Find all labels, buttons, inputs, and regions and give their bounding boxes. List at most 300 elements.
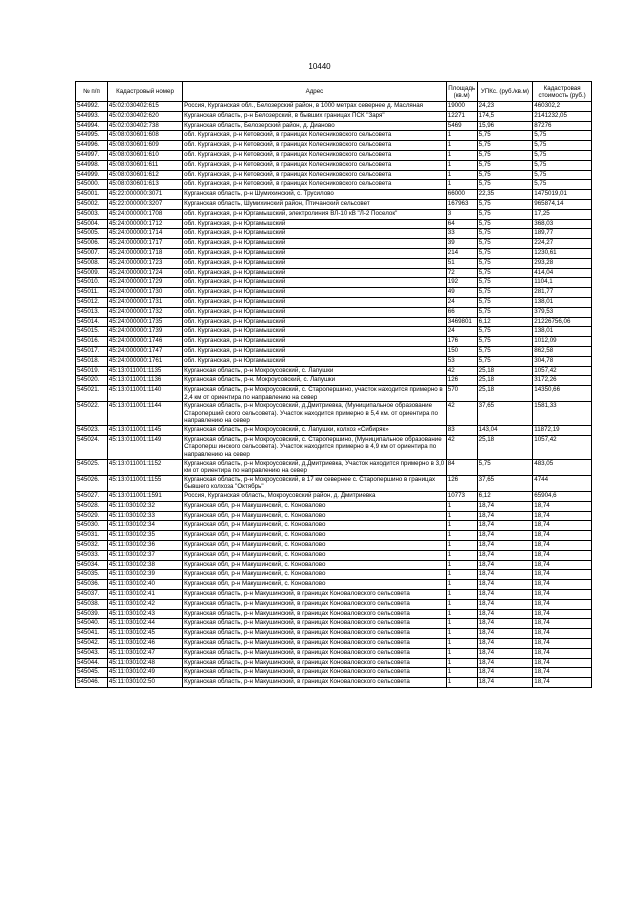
header-area: Площадь (кв.м) (446, 82, 477, 102)
cell-upks: 5,75 (477, 180, 533, 190)
cell-cadastral: 45:11:030102:42 (107, 599, 182, 609)
cell-area: 1 (446, 141, 477, 151)
cell-area: 12271 (446, 111, 477, 121)
cell-cost: 18,74 (533, 668, 592, 678)
table-row (76, 648, 592, 658)
cell-address: Курганская область, р-н Макушинский, в границах Коноваловского сельсовета (183, 678, 447, 688)
cell-upks: 18,74 (477, 550, 533, 560)
cell-cost: 1057,42 (533, 435, 592, 459)
cell-address: Курганская область, р-н Макушинский, в границах Коноваловского сельсовета (183, 638, 447, 648)
cell-cadastral: 45:22:000000:3207 (107, 199, 182, 209)
cell-area: 1 (446, 541, 477, 551)
cell-address: Курганская область, р-н Макушинский, в границах Коноваловского сельсовета (183, 629, 447, 639)
cell-area: 1 (446, 560, 477, 570)
cell-cost: 17,25 (533, 209, 592, 219)
cell-upks: 18,74 (477, 560, 533, 570)
table-row (76, 459, 592, 475)
cell-num: 545006. (76, 239, 108, 249)
cell-upks: 5,75 (477, 288, 533, 298)
cell-num: 545007. (76, 248, 108, 258)
cell-cadastral: 45:24:000000:1724 (107, 268, 182, 278)
table-row (76, 376, 592, 386)
cell-area: 1 (446, 629, 477, 639)
cell-num: 545045. (76, 668, 108, 678)
table-row (76, 239, 592, 249)
cell-cadastral: 45:24:000000:1712 (107, 219, 182, 229)
cell-address: Курганская область, р-н Белозерский, в бывших границах ПСК "Заря" (183, 111, 447, 121)
cell-area: 33 (446, 229, 477, 239)
cell-area: 1 (446, 511, 477, 521)
cell-num: 545038. (76, 599, 108, 609)
cell-upks: 6,12 (477, 492, 533, 502)
cell-address: обл. Курганская, р-н Кетовский, в границах Колесниковского сельсовета (183, 131, 447, 141)
table-row (76, 160, 592, 170)
cell-cost: 138,01 (533, 297, 592, 307)
cell-cost: 18,74 (533, 570, 592, 580)
cell-area: 1 (446, 658, 477, 668)
cell-cadastral: 45:24:000000:1735 (107, 317, 182, 327)
cell-area: 1 (446, 521, 477, 531)
cell-cost: 18,74 (533, 580, 592, 590)
cell-num: 545040. (76, 619, 108, 629)
cell-cadastral: 45:24:000000:1731 (107, 297, 182, 307)
cell-num: 545024. (76, 435, 108, 459)
cell-cost: 138,01 (533, 327, 592, 337)
cell-num: 544993. (76, 111, 108, 121)
cell-address: Курганская область, р-н Мокроусовский, с. Старопершино, (Муниципальное образование Староперш инского сельсовета). Участок находится примерно в 4,9 км от ориентира по направлению на север (183, 435, 447, 459)
cell-cost: 18,74 (533, 550, 592, 560)
cell-cadastral: 45:11:030102:36 (107, 541, 182, 551)
cell-num: 545000. (76, 180, 108, 190)
cell-address: обл. Курганская, р-н Юргамышский, электролиния ВЛ-10 кВ "Л-2 Поселок" (183, 209, 447, 219)
table-row (76, 531, 592, 541)
cell-num: 545025. (76, 459, 108, 475)
cell-num: 544994. (76, 121, 108, 131)
cell-num: 545039. (76, 609, 108, 619)
cell-address: Курганская область, р-н Макушинский, в границах Коноваловского сельсовета (183, 648, 447, 658)
cell-area: 1 (446, 180, 477, 190)
cell-area: 1 (446, 619, 477, 629)
cell-address: Курганская область, р-н Макушинский, в границах Коноваловского сельсовета (183, 619, 447, 629)
cell-cadastral: 45:11:030102:49 (107, 668, 182, 678)
cell-address: обл. Курганская, р-н Юргамышский (183, 278, 447, 288)
cell-address: Курганская обл, р-н Макушинский, с. Коновалово (183, 531, 447, 541)
cell-cost: 379,53 (533, 307, 592, 317)
cell-cadastral: 45:13:011001:1152 (107, 459, 182, 475)
cell-cost: 965874,14 (533, 199, 592, 209)
cell-cadastral: 45:24:000000:1730 (107, 288, 182, 298)
cell-address: Курганская область, р-н Мокроусовский, с. Лапушки, колхоз «Сибиряк» (183, 426, 447, 436)
cell-cost: 5,75 (533, 160, 592, 170)
cell-num: 545027. (76, 492, 108, 502)
cell-cost: 18,74 (533, 629, 592, 639)
cell-cadastral: 45:13:011001:1145 (107, 426, 182, 436)
table-row (76, 501, 592, 511)
cell-num: 545005. (76, 229, 108, 239)
cell-cadastral: 45:11:030102:46 (107, 638, 182, 648)
cell-address: Курганская область, р-н Мокроусовский, д.Дмитриевка, (Муниципальное образование Староперший ского сельсовета). Участок находится примерно в 5,4 км. от ориентира по направлению на север (183, 402, 447, 426)
cell-address: обл. Курганская, р-н Юргамышский (183, 337, 447, 347)
cell-cadastral: 45:08:030601:608 (107, 131, 182, 141)
table-row (76, 580, 592, 590)
cell-address: обл. Курганская, р-н Юргамышский (183, 317, 447, 327)
cell-upks: 5,75 (477, 278, 533, 288)
cell-upks: 5,75 (477, 199, 533, 209)
cell-cost: 18,74 (533, 619, 592, 629)
table-row (76, 190, 592, 200)
table-row (76, 111, 592, 121)
cell-upks: 18,74 (477, 521, 533, 531)
cell-area: 49 (446, 288, 477, 298)
cell-num: 545046. (76, 678, 108, 688)
cell-num: 545013. (76, 307, 108, 317)
cell-area: 126 (446, 475, 477, 491)
cell-area: 5469 (446, 121, 477, 131)
cell-num: 545014. (76, 317, 108, 327)
cell-area: 126 (446, 376, 477, 386)
cell-cost: 14350,66 (533, 386, 592, 402)
table-row (76, 356, 592, 366)
cell-upks: 5,75 (477, 131, 533, 141)
cell-area: 51 (446, 258, 477, 268)
cell-address: обл. Курганская, р-н Юргамышский (183, 288, 447, 298)
cell-upks: 18,74 (477, 619, 533, 629)
cell-address: обл. Курганская, р-н Кетовский, в границах Колесниковского сельсовета (183, 170, 447, 180)
cell-cost: 65904,6 (533, 492, 592, 502)
cell-area: 1 (446, 570, 477, 580)
cell-cadastral: 45:08:030601:613 (107, 180, 182, 190)
cell-cadastral: 45:11:030102:39 (107, 570, 182, 580)
cell-area: 42 (446, 435, 477, 459)
table-row (76, 121, 592, 131)
cell-cadastral: 45:13:011001:1149 (107, 435, 182, 459)
cell-cadastral: 45:24:000000:1747 (107, 346, 182, 356)
cell-cost: 862,58 (533, 346, 592, 356)
table-row (76, 297, 592, 307)
cell-cost: 1475019,01 (533, 190, 592, 200)
cell-cadastral: 45:11:030102:35 (107, 531, 182, 541)
table-row (76, 278, 592, 288)
cell-address: обл. Курганская, р-н Кетовский, в границах Колесниковского сельсовета (183, 150, 447, 160)
cell-cadastral: 45:11:030102:41 (107, 590, 182, 600)
cell-address: Курганская область, р-н Мокроусовский, в 17 км севернее с. Старопершино в границах бывшего колхоза "Октябрь" (183, 475, 447, 491)
cell-address: Курганская обл, р-н Макушинский, с. Коновалово (183, 580, 447, 590)
cell-upks: 5,75 (477, 459, 533, 475)
cell-num: 545004. (76, 219, 108, 229)
cell-cadastral: 45:24:000000:1746 (107, 337, 182, 347)
cell-num: 544997. (76, 150, 108, 160)
cell-upks: 5,75 (477, 327, 533, 337)
cell-address: Курганская обл, р-н Макушинский, с. Коновалово (183, 501, 447, 511)
cell-upks: 5,75 (477, 141, 533, 151)
cell-num: 545036. (76, 580, 108, 590)
cell-upks: 5,75 (477, 248, 533, 258)
cell-num: 545023. (76, 426, 108, 436)
cell-upks: 5,75 (477, 356, 533, 366)
header-num: № п/п (76, 82, 108, 102)
cell-num: 545019. (76, 366, 108, 376)
cell-num: 545018. (76, 356, 108, 366)
header-cost: Кадастровая стоимость (руб.) (533, 82, 592, 102)
cell-area: 192 (446, 278, 477, 288)
cell-upks: 18,74 (477, 599, 533, 609)
cell-cadastral: 45:24:000000:1732 (107, 307, 182, 317)
cell-num: 544998. (76, 160, 108, 170)
cell-upks: 5,75 (477, 239, 533, 249)
table-row (76, 248, 592, 258)
cell-cadastral: 45:13:011001:1135 (107, 366, 182, 376)
cell-num: 545001. (76, 190, 108, 200)
cell-cadastral: 45:11:030102:32 (107, 501, 182, 511)
cell-upks: 18,74 (477, 648, 533, 658)
cell-area: 42 (446, 366, 477, 376)
cell-upks: 174,5 (477, 111, 533, 121)
cell-address: Курганская обл, р-н Макушинский, с. Коновалово (183, 570, 447, 580)
cell-address: обл. Курганская, р-н Кетовский, в границах Колесниковского сельсовета (183, 180, 447, 190)
cell-cost: 21226756,06 (533, 317, 592, 327)
cell-cadastral: 45:24:000000:1718 (107, 248, 182, 258)
cell-cost: 18,74 (533, 648, 592, 658)
cell-address: Курганская область, р-н. Мокроусовский, с. Лапушки (183, 376, 447, 386)
cell-cadastral: 45:13:011001:1136 (107, 376, 182, 386)
cell-num: 544996. (76, 141, 108, 151)
cell-cost: 18,74 (533, 521, 592, 531)
cell-address: Курганская обл, р-н Макушинский, с. Коновалово (183, 550, 447, 560)
cell-cadastral: 45:11:030102:43 (107, 609, 182, 619)
cell-upks: 6,12 (477, 317, 533, 327)
cell-num: 545021. (76, 386, 108, 402)
cell-cadastral: 45:11:030102:47 (107, 648, 182, 658)
cell-cost: 4744 (533, 475, 592, 491)
cell-address: обл. Курганская, р-н Юргамышский (183, 219, 447, 229)
cell-cost: 1057,42 (533, 366, 592, 376)
cell-num: 544992. (76, 102, 108, 112)
cell-upks: 18,74 (477, 531, 533, 541)
table-row (76, 619, 592, 629)
cell-cost: 5,75 (533, 150, 592, 160)
table-row (76, 229, 592, 239)
cell-num: 545030. (76, 521, 108, 531)
table-row (76, 288, 592, 298)
cell-num: 545029. (76, 511, 108, 521)
cell-address: обл. Курганская, р-н Юргамышский (183, 268, 447, 278)
cell-area: 72 (446, 268, 477, 278)
cell-cost: 18,74 (533, 638, 592, 648)
cell-cadastral: 45:24:000000:1708 (107, 209, 182, 219)
cell-address: обл. Курганская, р-н Юргамышский (183, 346, 447, 356)
table-row (76, 346, 592, 356)
table-row (76, 102, 592, 112)
cell-area: 1 (446, 550, 477, 560)
table-row (76, 141, 592, 151)
cell-upks: 18,74 (477, 678, 533, 688)
cell-cost: 18,74 (533, 678, 592, 688)
cell-cadastral: 45:11:030102:40 (107, 580, 182, 590)
cell-num: 545015. (76, 327, 108, 337)
cell-address: обл. Курганская, р-н Юргамышский (183, 239, 447, 249)
cell-address: Курганская область, Белозерский район, д. Дианово (183, 121, 447, 131)
table-row (76, 511, 592, 521)
table-row (76, 521, 592, 531)
cell-address: Курганская обл, р-н Макушинский, с. Коновалово (183, 511, 447, 521)
cell-area: 66 (446, 307, 477, 317)
cell-upks: 25,18 (477, 366, 533, 376)
cell-address: Курганская область, р-н Мокроусовский, д.Дмитриевка, Участок находится примерно в 3,0 км от ориентира по направлению на север (184, 459, 445, 475)
cell-cadastral: 45:11:030102:45 (107, 629, 182, 639)
cell-cadastral: 45:11:030102:34 (107, 521, 182, 531)
cell-upks: 24,23 (477, 102, 533, 112)
cell-upks: 18,74 (477, 501, 533, 511)
cell-num: 545044. (76, 658, 108, 668)
cell-upks: 18,74 (477, 590, 533, 600)
cell-area: 84 (446, 459, 477, 475)
table-row (76, 658, 592, 668)
cell-area: 39 (446, 239, 477, 249)
cell-area: 64 (446, 219, 477, 229)
cell-upks: 5,75 (477, 219, 533, 229)
cell-cost: 293,28 (533, 258, 592, 268)
cell-area: 66000 (446, 190, 477, 200)
cell-cadastral: 45:02:030402:738 (107, 121, 182, 131)
cell-cost: 18,74 (533, 658, 592, 668)
cell-cost: 11872,19 (533, 426, 592, 436)
cell-cost: 18,74 (533, 560, 592, 570)
cell-area: 1 (446, 170, 477, 180)
cell-num: 545009. (76, 268, 108, 278)
cell-area: 150 (446, 346, 477, 356)
table-row (76, 268, 592, 278)
table-row (76, 219, 592, 229)
cell-address: Курганская область, р-н Мокроусовский, с. Лапушки (183, 366, 447, 376)
cell-cadastral: 45:11:030102:44 (107, 619, 182, 629)
cell-area: 19000 (446, 102, 477, 112)
cell-address: обл. Курганская, р-н Кетовский, в границах Колесниковского сельсовета (183, 160, 447, 170)
cell-upks: 37,65 (477, 402, 533, 426)
table-row (76, 258, 592, 268)
cell-num: 545008. (76, 258, 108, 268)
cell-cost: 304,78 (533, 356, 592, 366)
cell-num: 545012. (76, 297, 108, 307)
cell-cost: 18,74 (533, 541, 592, 551)
cell-cadastral: 45:24:000000:1714 (107, 229, 182, 239)
cell-area: 1 (446, 580, 477, 590)
cell-cadastral: 45:02:030402:615 (107, 102, 182, 112)
cell-cost: 18,74 (533, 609, 592, 619)
table-row (76, 170, 592, 180)
cell-address: обл. Курганская, р-н Юргамышский (183, 248, 447, 258)
cell-address: Курганская область, р-н Макушинский, в границах Коноваловского сельсовета (183, 658, 447, 668)
cell-cadastral: 45:13:011001:1144 (107, 402, 182, 426)
table-row (76, 131, 592, 141)
cell-cost: 18,74 (533, 590, 592, 600)
table-row (76, 180, 592, 190)
cell-upks: 25,18 (477, 386, 533, 402)
table-row (76, 550, 592, 560)
cell-address: Курганская область, р-н Макушинский, в границах Коноваловского сельсовета (183, 668, 447, 678)
header-address: Адрес (183, 82, 447, 102)
table-row (76, 435, 592, 459)
table-row (76, 386, 592, 402)
cell-num: 545010. (76, 278, 108, 288)
cell-address: Курганская область, р-н Макушинский, в границах Коноваловского сельсовета (183, 590, 447, 600)
cell-area: 214 (446, 248, 477, 258)
cell-upks: 5,75 (477, 297, 533, 307)
cell-area: 1 (446, 599, 477, 609)
cell-cadastral: 45:08:030601:610 (107, 150, 182, 160)
cell-cost: 368,03 (533, 219, 592, 229)
cell-upks: 18,74 (477, 668, 533, 678)
cell-area: 1 (446, 160, 477, 170)
cell-upks: 18,74 (477, 609, 533, 619)
cell-area: 53 (446, 356, 477, 366)
cell-num: 545016. (76, 337, 108, 347)
table-row (76, 678, 592, 688)
cell-num: 545041. (76, 629, 108, 639)
table-row (76, 560, 592, 570)
table-row (76, 209, 592, 219)
cell-area: 176 (446, 337, 477, 347)
table-row (76, 570, 592, 580)
cell-upks: 25,18 (477, 435, 533, 459)
cell-num: 545022. (76, 402, 108, 426)
cell-cost: 18,74 (533, 599, 592, 609)
cell-num: 545042. (76, 638, 108, 648)
cell-cadastral: 45:24:000000:1739 (107, 327, 182, 337)
cell-cost: 3172,26 (533, 376, 592, 386)
cell-cadastral: 45:11:030102:33 (107, 511, 182, 521)
cell-num: 545020. (76, 376, 108, 386)
cell-upks: 143,04 (477, 426, 533, 436)
cell-address: Россия, Курганская обл., Белозерский район, в 1000 метрах севернее д. Масляная (183, 102, 447, 112)
cell-cadastral: 45:02:030402:620 (107, 111, 182, 121)
cell-upks: 5,75 (477, 160, 533, 170)
cell-upks: 5,75 (477, 150, 533, 160)
cell-address: обл. Курганская, р-н Юргамышский (183, 356, 447, 366)
cell-area: 10773 (446, 492, 477, 502)
table-row (76, 317, 592, 327)
cell-cost: 189,77 (533, 229, 592, 239)
cell-upks: 18,74 (477, 541, 533, 551)
table-row (76, 492, 592, 502)
table-row (76, 366, 592, 376)
cell-address: Курганская область, р-н Мокроусовский, с. Старопершино, участок находится примерно в 2,4 км от ориентира по направлению на север (183, 386, 447, 402)
cell-cost: 1230,61 (533, 248, 592, 258)
table-row (76, 150, 592, 160)
cell-cost: 2141232,05 (533, 111, 592, 121)
cell-num: 545035. (76, 570, 108, 580)
cell-upks: 18,74 (477, 580, 533, 590)
cell-cadastral: 45:08:030601:611 (107, 160, 182, 170)
cell-cost: 18,74 (533, 531, 592, 541)
cell-cost: 5,75 (533, 141, 592, 151)
cell-upks: 5,75 (477, 258, 533, 268)
cell-area: 1 (446, 609, 477, 619)
table-row (76, 599, 592, 609)
table-row (76, 199, 592, 209)
cell-cost: 5,75 (533, 180, 592, 190)
table-header-row (76, 82, 592, 102)
cell-cadastral: 45:24:000000:1761 (107, 356, 182, 366)
cell-upks: 18,74 (477, 570, 533, 580)
cell-upks: 5,75 (477, 209, 533, 219)
cell-cost: 281,77 (533, 288, 592, 298)
cell-area: 3469801 (446, 317, 477, 327)
cell-address: Россия, Курганская область, Мокроусовский район, д. Дмитриевка (183, 492, 447, 502)
cell-cost: 18,74 (533, 511, 592, 521)
cell-area: 3 (446, 209, 477, 219)
cell-upks: 37,65 (477, 475, 533, 491)
cell-cost: 1104,1 (533, 278, 592, 288)
